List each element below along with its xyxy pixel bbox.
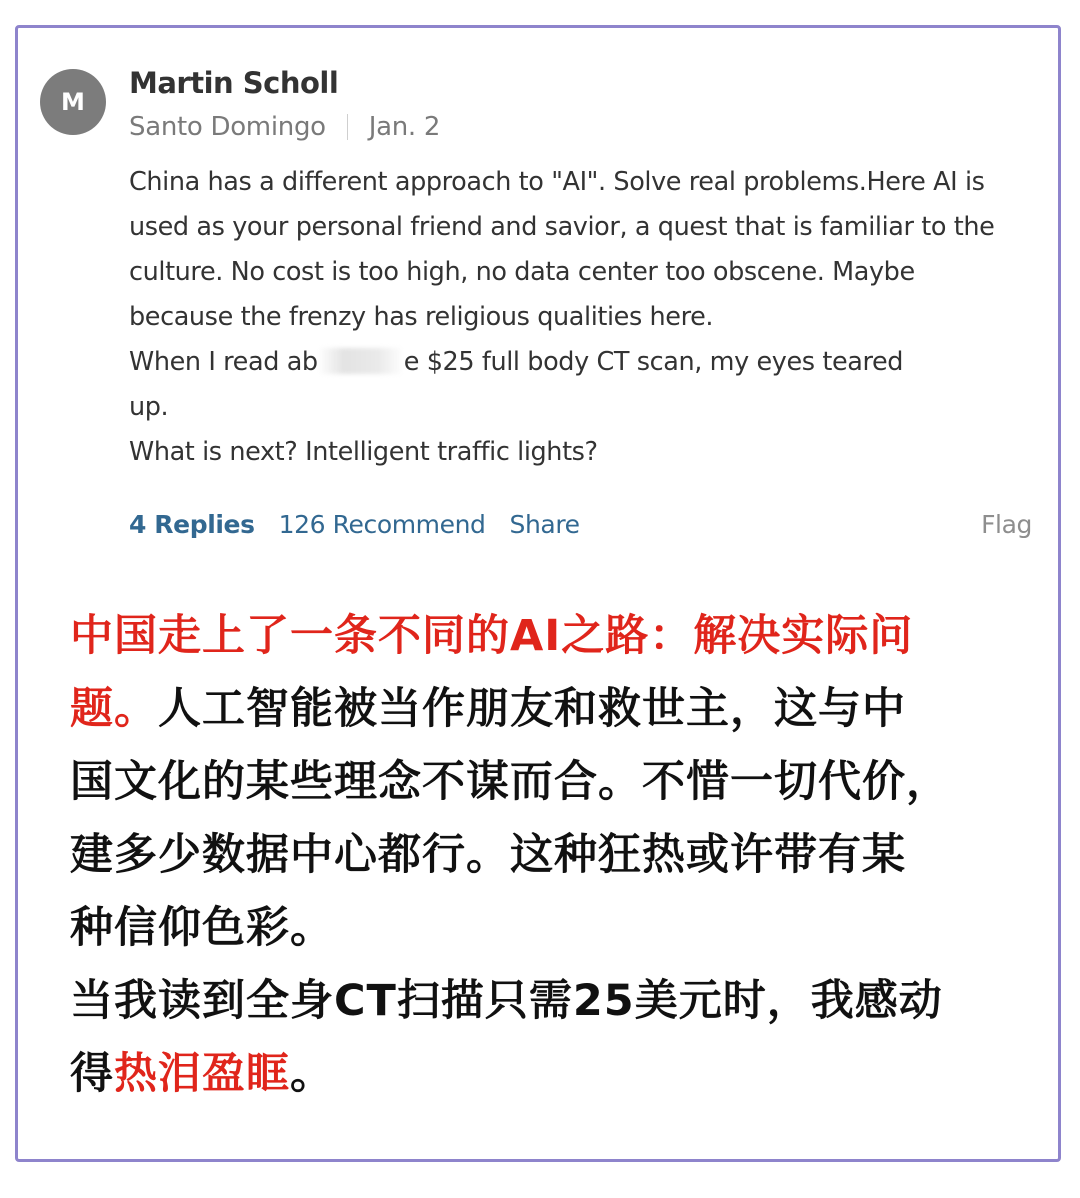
recommend-button[interactable]: 126 Recommend <box>278 510 486 539</box>
comment-line: What is next? Intelligent traffic lights? <box>129 437 598 467</box>
comment-meta <box>129 112 440 142</box>
translation-text: 人工智能被当作朋友和救世主，这与中 <box>158 684 906 734</box>
comment-actions <box>129 510 1032 539</box>
translation-line <box>70 1038 1030 1111</box>
avatar[interactable]: M <box>40 69 106 135</box>
comment-line: because the frenzy has religious qualities here. <box>129 302 714 332</box>
translation-line: 国文化的某些理念不谋而合。不惜一切代价， <box>70 757 950 807</box>
comment-text-before-redaction: When I read ab <box>129 347 318 377</box>
translation-text: 。 <box>290 1049 334 1099</box>
translation-highlight: 热泪盈眶 <box>114 1049 290 1099</box>
share-button[interactable]: Share <box>509 510 580 539</box>
comment-line: culture. No cost is too high, no data center too obscene. Maybe <box>129 257 915 287</box>
translation-line: 中国走上了一条不同的AI之路：解决实际问 <box>70 611 914 661</box>
redacted-text <box>318 348 404 374</box>
flag-button[interactable]: Flag <box>981 510 1032 539</box>
comment-line: used as your personal friend and savior, a quest that is familiar to the <box>129 212 995 242</box>
translation-line: 当我读到全身CT扫描只需25美元时，我感动 <box>70 976 943 1026</box>
translation-text: 得 <box>70 1049 114 1099</box>
comment-line: China has a different approach to "AI". Solve real problems.Here AI is <box>129 167 985 197</box>
meta-divider <box>347 114 348 140</box>
comment-line <box>129 340 1054 385</box>
translation-highlight: 题。 <box>70 684 158 734</box>
comment-line: up. <box>129 392 169 422</box>
comment-date: Jan. 2 <box>368 112 441 142</box>
author-location: Santo Domingo <box>129 112 326 142</box>
replies-button[interactable]: 4 Replies <box>129 510 255 539</box>
comment-body <box>129 160 1054 475</box>
author-name[interactable]: Martin Scholl <box>129 66 339 100</box>
translation-line <box>70 673 1030 746</box>
translation-line: 建多少数据中心都行。这种狂热或许带有某 <box>70 830 906 880</box>
chinese-translation <box>70 600 1030 1111</box>
translation-line: 种信仰色彩。 <box>70 903 334 953</box>
comment-text-after-redaction: e $25 full body CT scan, my eyes teared <box>403 347 904 377</box>
